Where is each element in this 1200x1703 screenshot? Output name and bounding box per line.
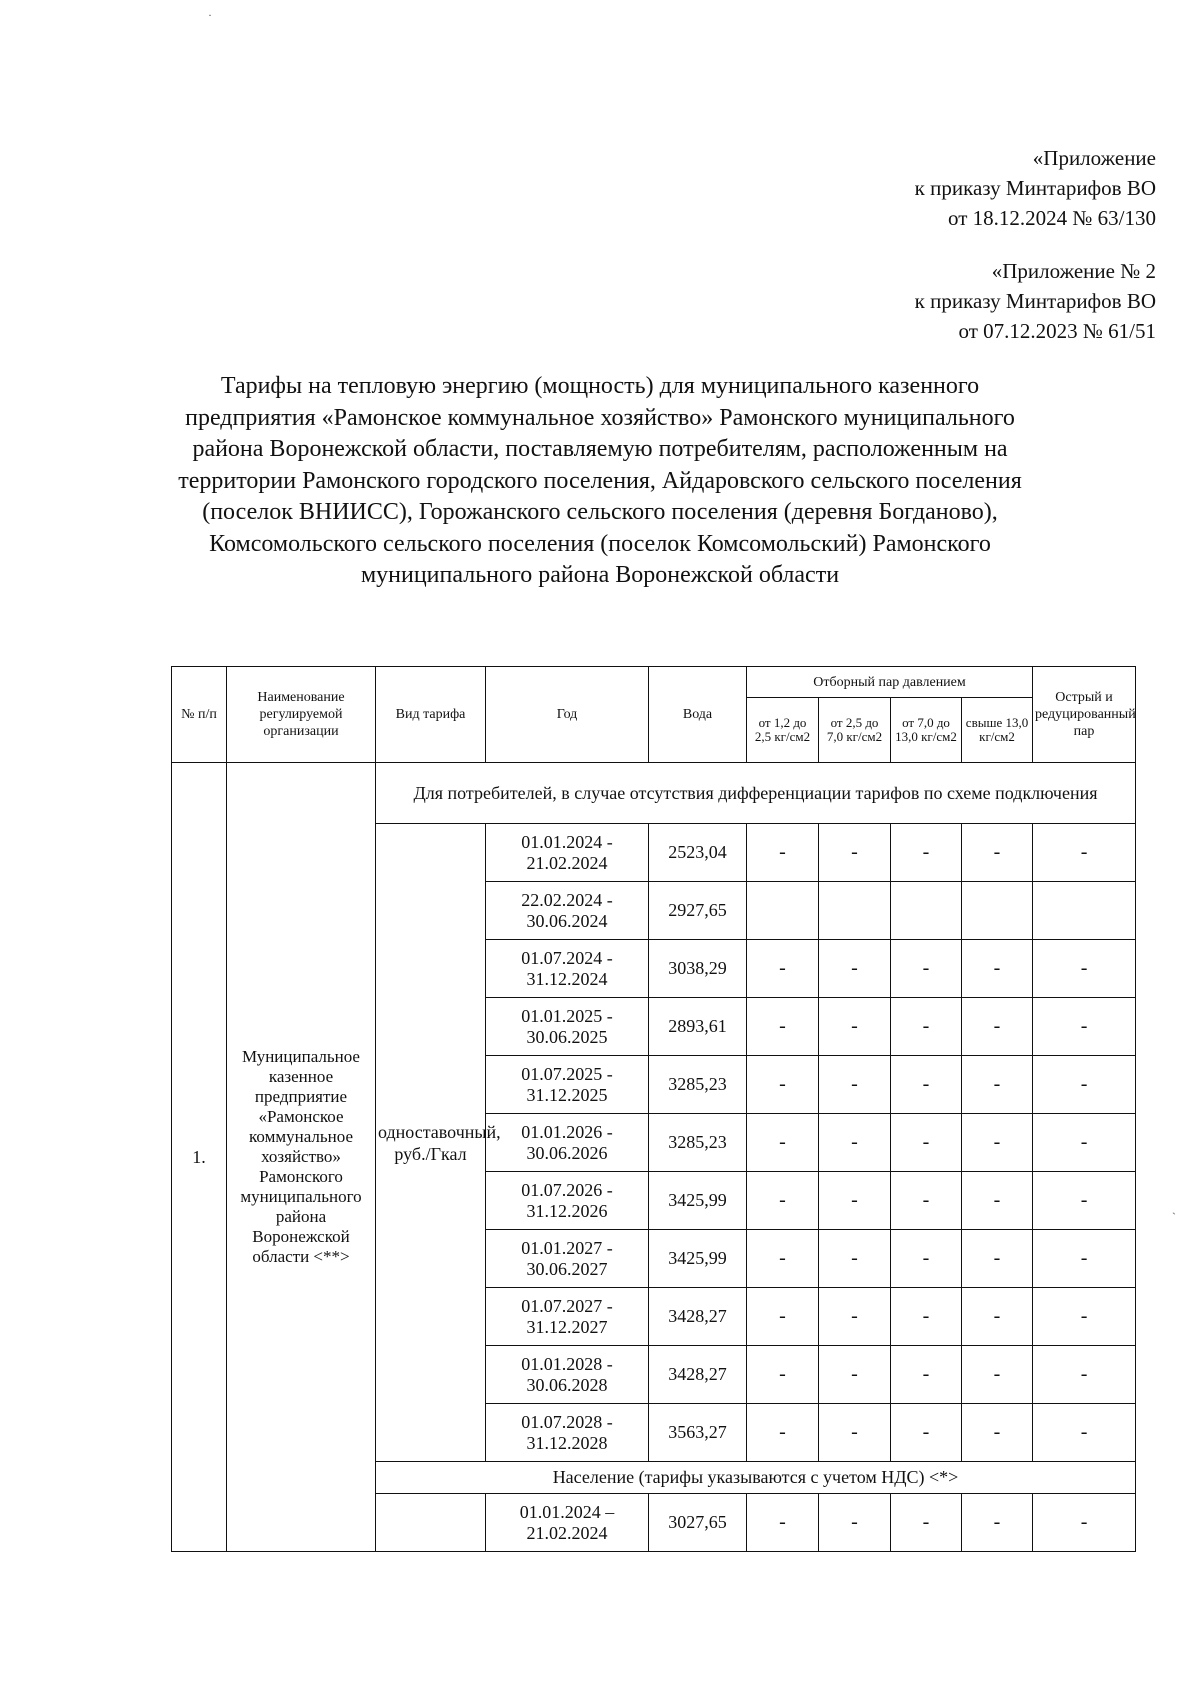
steam-p2-cell: -: [819, 1494, 891, 1552]
period-cell: 01.07.2025 - 31.12.2025: [486, 1056, 649, 1114]
sharp-steam-cell: -: [1033, 998, 1136, 1056]
steam-p1-cell: [747, 882, 819, 940]
sharp-steam-cell: -: [1033, 1172, 1136, 1230]
header-pressure-2: от 2,5 до 7,0 кг/см2: [819, 698, 891, 763]
steam-p2-cell: -: [819, 1056, 891, 1114]
steam-p3-cell: -: [891, 998, 962, 1056]
water-tariff-cell: 3425,99: [649, 1172, 747, 1230]
water-tariff-cell: 3428,27: [649, 1346, 747, 1404]
steam-p4-cell: -: [962, 1494, 1033, 1552]
steam-p2-cell: -: [819, 1172, 891, 1230]
period-cell: 01.07.2026 - 31.12.2026: [486, 1172, 649, 1230]
water-tariff-cell: 3563,27: [649, 1404, 747, 1462]
steam-p4-cell: -: [962, 1114, 1033, 1172]
document-title: Тарифы на тепловую энергию (мощность) для муниципального казенного предприятия «Рамонское коммунальное хозяйство» Рамонского муниципального района Воронежской области, поставляемую потребителям, расположенным на территории Рамонского городского поселения, Айдаровского сельского поселения (поселок ВНИИСС), Горожанского сельского поселения (деревня Богданово), Комсомольского сельского поселения (поселок Комсомольский) Рамонского муниципального района Воронежской области: [178, 373, 1022, 588]
water-tariff-cell: 2927,65: [649, 882, 747, 940]
steam-p4-cell: -: [962, 1404, 1033, 1462]
period-cell: 01.07.2027 - 31.12.2027: [486, 1288, 649, 1346]
steam-p4-cell: -: [962, 1230, 1033, 1288]
appendix-line: от 07.12.2023 № 61/51: [958, 319, 1156, 343]
steam-p3-cell: -: [891, 1346, 962, 1404]
steam-p1-cell: -: [747, 940, 819, 998]
period-cell: 01.01.2024 - 21.02.2024: [486, 824, 649, 882]
appendix-line: от 18.12.2024 № 63/130: [947, 206, 1156, 230]
sharp-steam-cell: -: [1033, 1056, 1136, 1114]
steam-p2-cell: [819, 882, 891, 940]
period-cell: 01.07.2028 - 31.12.2028: [486, 1404, 649, 1462]
steam-p2-cell: -: [819, 998, 891, 1056]
steam-p2-cell: -: [819, 1230, 891, 1288]
steam-p3-cell: -: [891, 1114, 962, 1172]
steam-p1-cell: -: [747, 1404, 819, 1462]
steam-p4-cell: -: [962, 1172, 1033, 1230]
sharp-steam-cell: -: [1033, 1346, 1136, 1404]
steam-p1-cell: -: [747, 1346, 819, 1404]
steam-p3-cell: -: [891, 1172, 962, 1230]
row-number: 1.: [172, 763, 227, 1552]
appendix-header-original: [915, 256, 1156, 346]
scan-speck: `: [1172, 1210, 1176, 1224]
period-cell: 01.01.2026 - 30.06.2026: [486, 1114, 649, 1172]
sharp-steam-cell: -: [1033, 1230, 1136, 1288]
header-num: № п/п: [172, 667, 227, 763]
steam-p3-cell: -: [891, 1056, 962, 1114]
tariff-kind: одноставочный, руб./Гкал: [376, 824, 486, 1462]
steam-p2-cell: -: [819, 1114, 891, 1172]
organization-name: Муниципальное казенное предприятие «Рамонское коммунальное хозяйство» Рамонского муниципального района Воронежской области <**>: [227, 763, 376, 1552]
steam-p2-cell: -: [819, 824, 891, 882]
header-pressure-1: от 1,2 до 2,5 кг/см2: [747, 698, 819, 763]
water-tariff-cell: 2523,04: [649, 824, 747, 882]
appendix-line: «Приложение № 2: [991, 259, 1156, 283]
water-tariff-cell: 3428,27: [649, 1288, 747, 1346]
steam-p3-cell: -: [891, 940, 962, 998]
steam-p3-cell: [891, 882, 962, 940]
water-tariff-cell: 3027,65: [649, 1494, 747, 1552]
steam-p1-cell: -: [747, 998, 819, 1056]
steam-p2-cell: -: [819, 1404, 891, 1462]
sharp-steam-cell: -: [1033, 1404, 1136, 1462]
steam-p4-cell: -: [962, 1346, 1033, 1404]
period-cell: 01.01.2025 - 30.06.2025: [486, 998, 649, 1056]
steam-p3-cell: -: [891, 1404, 962, 1462]
header-kind: Вид тарифа: [376, 667, 486, 763]
water-tariff-cell: 2893,61: [649, 998, 747, 1056]
table-header-row: [172, 667, 1136, 698]
appendix-line: «Приложение: [1032, 146, 1156, 170]
steam-p4-cell: -: [962, 1056, 1033, 1114]
section-row: [172, 763, 1136, 824]
period-cell: 01.01.2024 – 21.02.2024: [486, 1494, 649, 1552]
water-tariff-cell: 3038,29: [649, 940, 747, 998]
sharp-steam-cell: -: [1033, 1494, 1136, 1552]
steam-p3-cell: -: [891, 1288, 962, 1346]
header-pressure-3: от 7,0 до 13,0 кг/см2: [891, 698, 962, 763]
period-cell: 22.02.2024 - 30.06.2024: [486, 882, 649, 940]
steam-p4-cell: -: [962, 940, 1033, 998]
header-org: Наименование регулируемой организации: [227, 667, 376, 763]
steam-p1-cell: -: [747, 1172, 819, 1230]
tariff-table: [171, 666, 1136, 1552]
steam-p3-cell: -: [891, 824, 962, 882]
header-water: Вода: [649, 667, 747, 763]
steam-p1-cell: -: [747, 1230, 819, 1288]
sharp-steam-cell: -: [1033, 940, 1136, 998]
steam-p3-cell: -: [891, 1230, 962, 1288]
section-title: Население (тарифы указываются с учетом НДС) <*>: [376, 1462, 1136, 1494]
water-tariff-cell: 3425,99: [649, 1230, 747, 1288]
steam-p1-cell: -: [747, 1056, 819, 1114]
period-cell: 01.01.2027 - 30.06.2027: [486, 1230, 649, 1288]
header-pressure-4: свыше 13,0 кг/см2: [962, 698, 1033, 763]
water-tariff-cell: 3285,23: [649, 1114, 747, 1172]
steam-p1-cell: -: [747, 1288, 819, 1346]
tariff-kind: [376, 1494, 486, 1552]
steam-p2-cell: -: [819, 1346, 891, 1404]
header-year: Год: [486, 667, 649, 763]
steam-p4-cell: -: [962, 1288, 1033, 1346]
sharp-steam-cell: -: [1033, 1288, 1136, 1346]
period-cell: 01.07.2024 - 31.12.2024: [486, 940, 649, 998]
scan-speck: ·: [208, 8, 212, 22]
appendix-line: к приказу Минтарифов ВО: [914, 289, 1156, 313]
section-title: Для потребителей, в случае отсутствия дифференциации тарифов по схеме подключения: [376, 763, 1136, 824]
steam-p1-cell: -: [747, 1494, 819, 1552]
sharp-steam-cell: [1033, 882, 1136, 940]
steam-p1-cell: -: [747, 824, 819, 882]
steam-p4-cell: -: [962, 998, 1033, 1056]
header-steam-group: Отборный пар давлением: [747, 667, 1033, 698]
appendix-line: к приказу Минтарифов ВО: [914, 176, 1156, 200]
header-sharp-steam: Острый и редуцированный пар: [1033, 667, 1136, 763]
sharp-steam-cell: -: [1033, 824, 1136, 882]
water-tariff-cell: 3285,23: [649, 1056, 747, 1114]
steam-p2-cell: -: [819, 940, 891, 998]
steam-p4-cell: -: [962, 824, 1033, 882]
period-cell: 01.01.2028 - 30.06.2028: [486, 1346, 649, 1404]
steam-p2-cell: -: [819, 1288, 891, 1346]
steam-p3-cell: -: [891, 1494, 962, 1552]
steam-p1-cell: -: [747, 1114, 819, 1172]
sharp-steam-cell: -: [1033, 1114, 1136, 1172]
steam-p4-cell: [962, 882, 1033, 940]
appendix-header-current: [915, 143, 1156, 233]
